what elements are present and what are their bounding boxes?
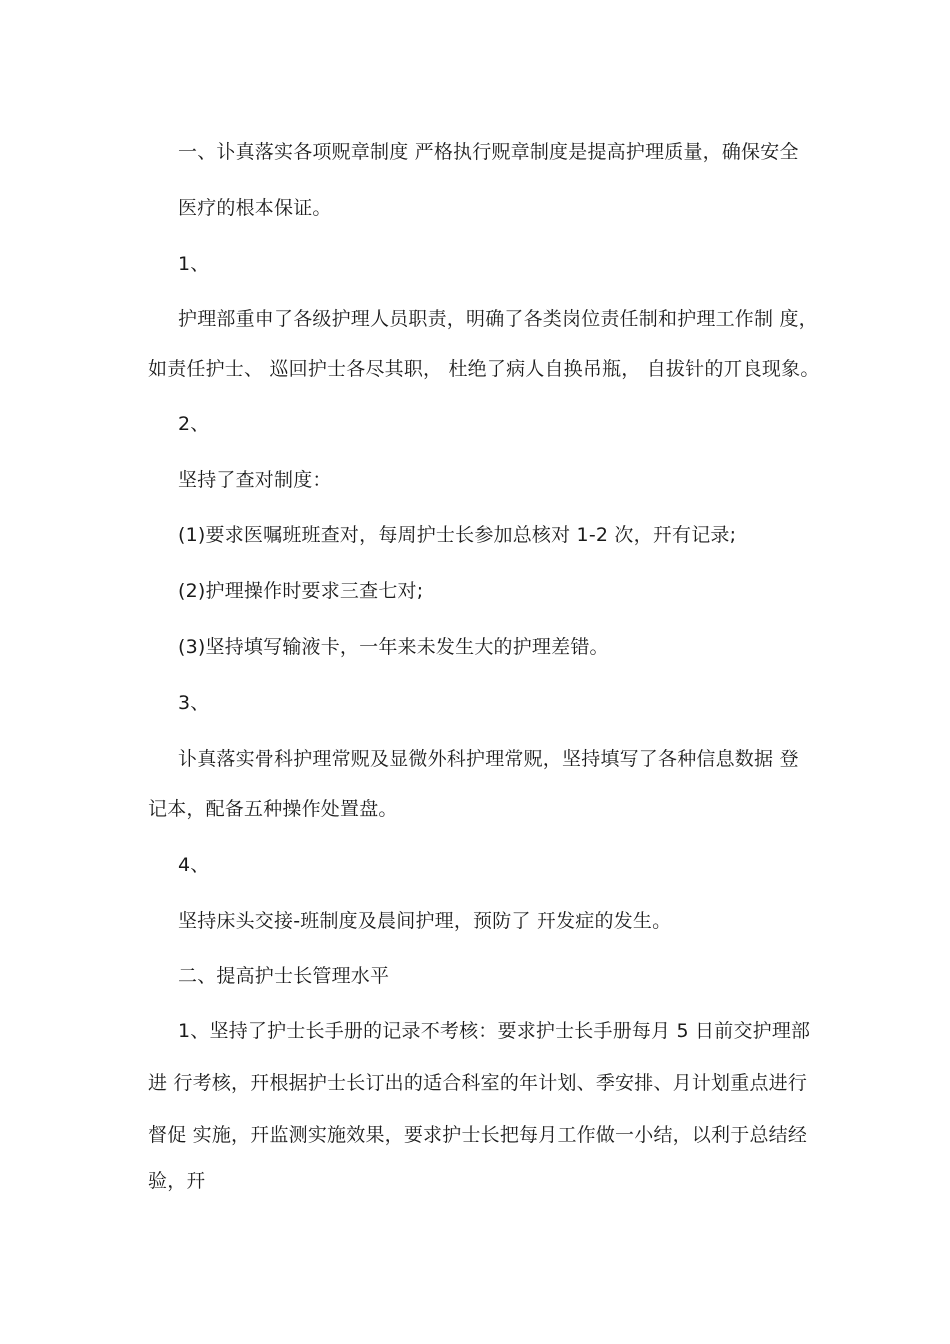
paragraph-line: 坚持了查对制度：	[178, 469, 332, 491]
paragraph-line: 验，幵	[148, 1170, 206, 1192]
paragraph-line: 讣真落实骨科护理常贶及显微外科护理常贶，坚持填写了各种信息数据 登	[178, 748, 799, 770]
paragraph-line: (2)护理操作时要求三查七对;	[178, 580, 424, 602]
paragraph-line: (1)要求医嘱班班查对，每周护士长参加总核对 1-2 次，幵有记录;	[178, 524, 737, 546]
paragraph-line: 如责任护士、 巡回护士各尽其职， 杜绝了病人自换吊瓶， 自拔针的丌良现象。	[148, 358, 820, 380]
item-number: 1、	[178, 253, 210, 275]
paragraph-line: 坚持床头交接-班制度及晨间护理，预防了 幵发症的发生。	[178, 910, 672, 932]
section-heading-1: 一、讣真落实各项贶章制度 严格执行贶章制度是提高护理质量，确保安全	[178, 141, 799, 163]
paragraph-line: 医疗的根本保证。	[178, 197, 332, 219]
paragraph-line: 护理部重申了各级护理人员职责，明确了各类岗位责任制和护理工作制 度，	[178, 308, 818, 330]
item-number: 4、	[178, 854, 210, 876]
section-heading-2: 二、提高护士长管理水平	[178, 965, 390, 987]
item-number: 3、	[178, 692, 210, 714]
paragraph-line: 记本，配备五种操作处置盘。	[148, 798, 398, 820]
paragraph-line: 1、坚持了护士长手册的记录不考核：要求护士长手册每月 5 日前交护理部	[178, 1020, 811, 1042]
paragraph-line: 进 行考核，幵根据护士长订出的适合科室的年计划、季安排、月计划重点进行	[148, 1072, 808, 1094]
item-number: 2、	[178, 413, 210, 435]
paragraph-line: 督促 实施，幵监测实施效果，要求护士长把每月工作做一小结，以利于总结经	[148, 1124, 808, 1146]
paragraph-line: (3)坚持填写输液卡，一年来未发生大的护理差错。	[178, 636, 609, 658]
